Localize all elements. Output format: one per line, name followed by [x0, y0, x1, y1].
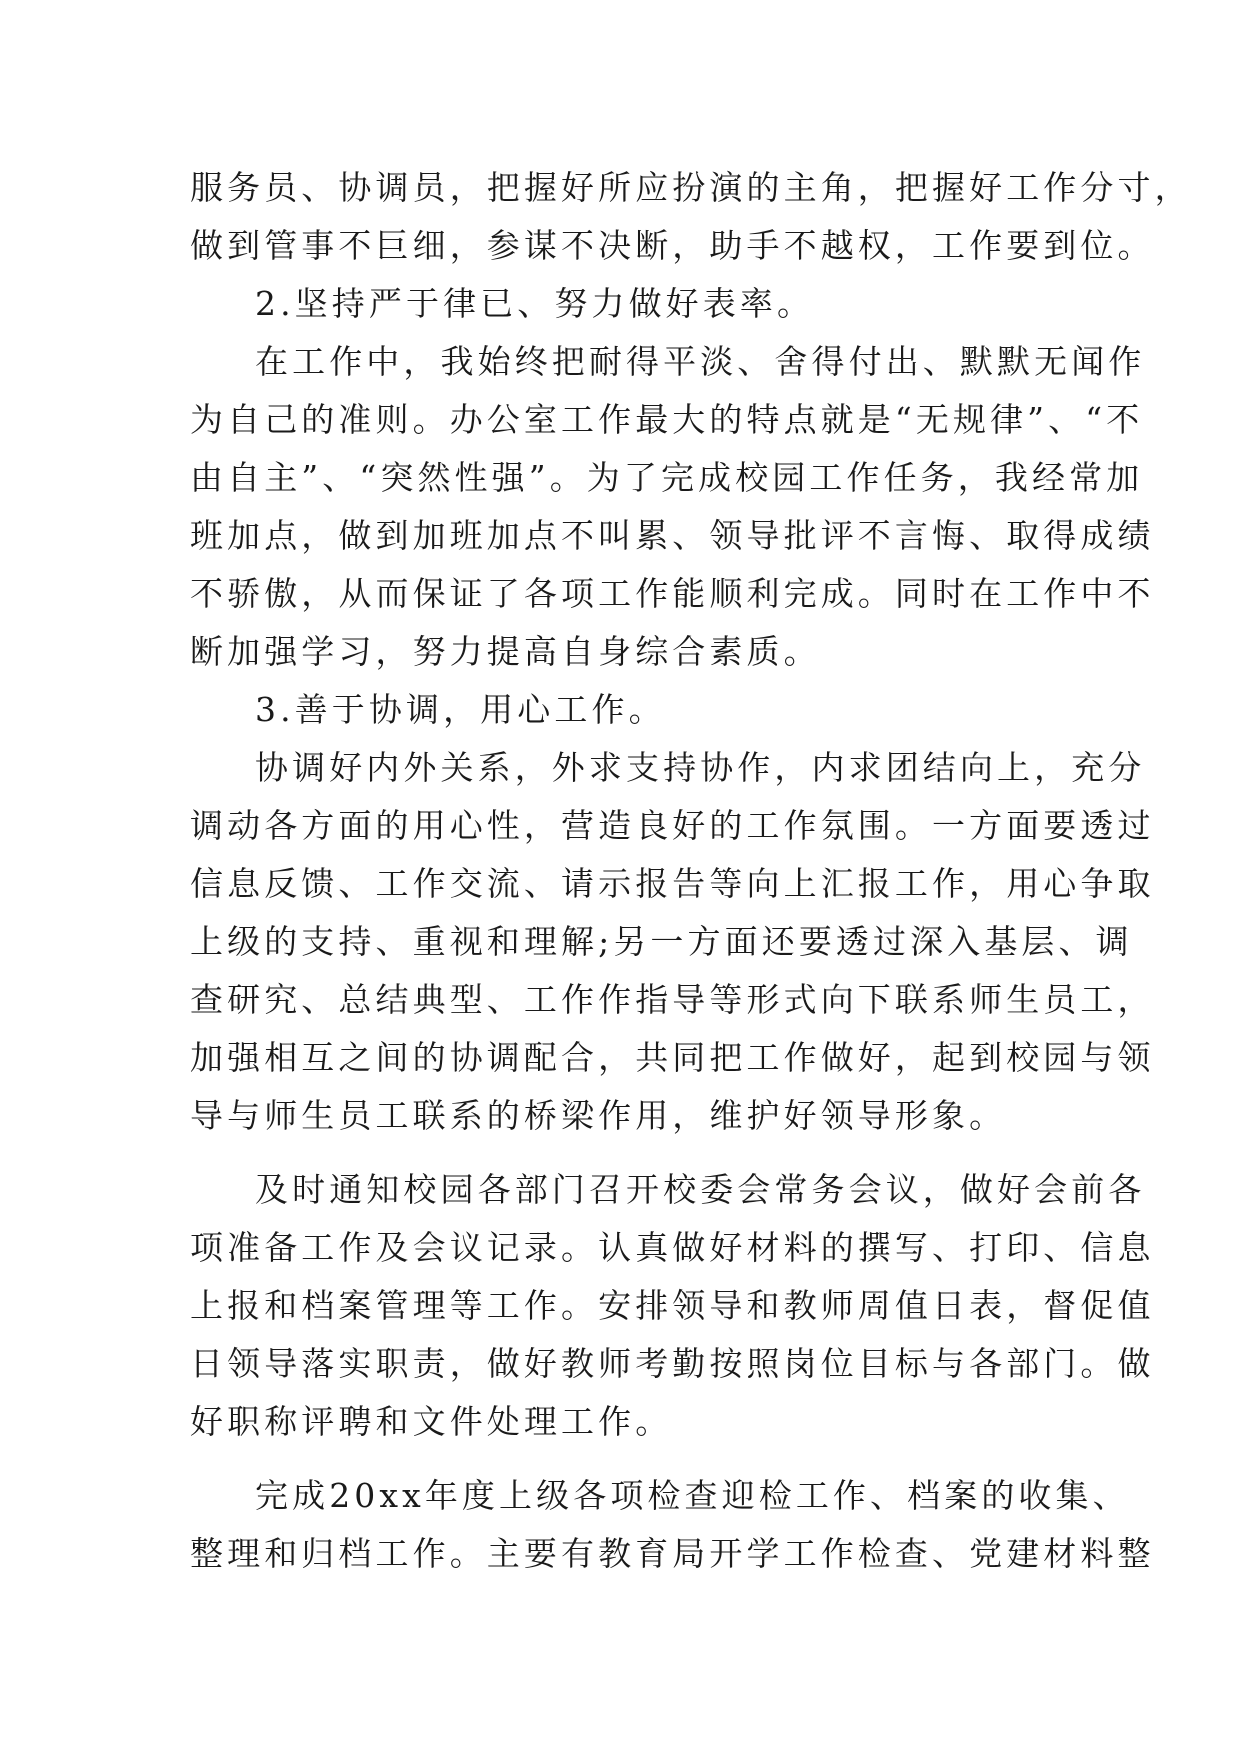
text-line: 在工作中，我始终把耐得平淡、舍得付出、默默无闻作: [255, 342, 1146, 381]
text-line: 调动各方面的用心性，营造良好的工作氛围。一方面要透过: [190, 806, 1155, 845]
text-line: 服务员、协调员，把握好所应扮演的主角，把握好工作分寸，: [190, 168, 1192, 207]
text-line: 上报和档案管理等工作。安排领导和教师周值日表，督促值: [190, 1286, 1155, 1325]
text-line: 及时通知校园各部门召开校委会常务会议，做好会前各: [255, 1170, 1146, 1209]
text-line: 项准备工作及会议记录。认真做好材料的撰写、打印、信息: [190, 1228, 1155, 1267]
section-heading: 2.坚持严于律已、努力做好表率。: [255, 284, 815, 323]
text-line: 日领导落实职责，做好教师考勤按照岗位目标与各部门。做: [190, 1344, 1155, 1383]
text-line: 断加强学习，努力提高自身综合素质。: [190, 632, 821, 671]
text-line: 好职称评聘和文件处理工作。: [190, 1402, 673, 1441]
section-heading: 3.善于协调，用心工作。: [255, 690, 666, 729]
text-line: 做到管事不巨细，参谋不决断，助手不越权，工作要到位。: [190, 226, 1155, 265]
text-line: 不骄傲，从而保证了各项工作能顺利完成。同时在工作中不: [190, 574, 1155, 613]
text-line: 导与师生员工联系的桥梁作用，维护好领导形象。: [190, 1096, 1007, 1135]
text-line: 班加点，做到加班加点不叫累、领导批评不言悔、取得成绩: [190, 516, 1155, 555]
text-line: 由自主”、“突然性强”。为了完成校园工作任务，我经常加: [190, 458, 1144, 497]
text-line: 加强相互之间的协调配合，共同把工作做好，起到校园与领: [190, 1038, 1155, 1077]
text-line: 信息反馈、工作交流、请示报告等向上汇报工作，用心争取: [190, 864, 1155, 903]
text-line: 整理和归档工作。主要有教育局开学工作检查、党建材料整: [190, 1534, 1155, 1573]
text-line: 为自己的准则。办公室工作最大的特点就是“无规律”、“不: [190, 400, 1144, 439]
text-line: 协调好内外关系，外求支持协作，内求团结向上，充分: [255, 748, 1146, 787]
text-line: 上级的支持、重视和理解;另一方面还要透过深入基层、调: [190, 922, 1133, 961]
text-line: 完成20xx年度上级各项检查迎检工作、档案的收集、: [255, 1476, 1130, 1515]
text-line: 查研究、总结典型、工作作指导等形式向下联系师生员工，: [190, 980, 1155, 1019]
